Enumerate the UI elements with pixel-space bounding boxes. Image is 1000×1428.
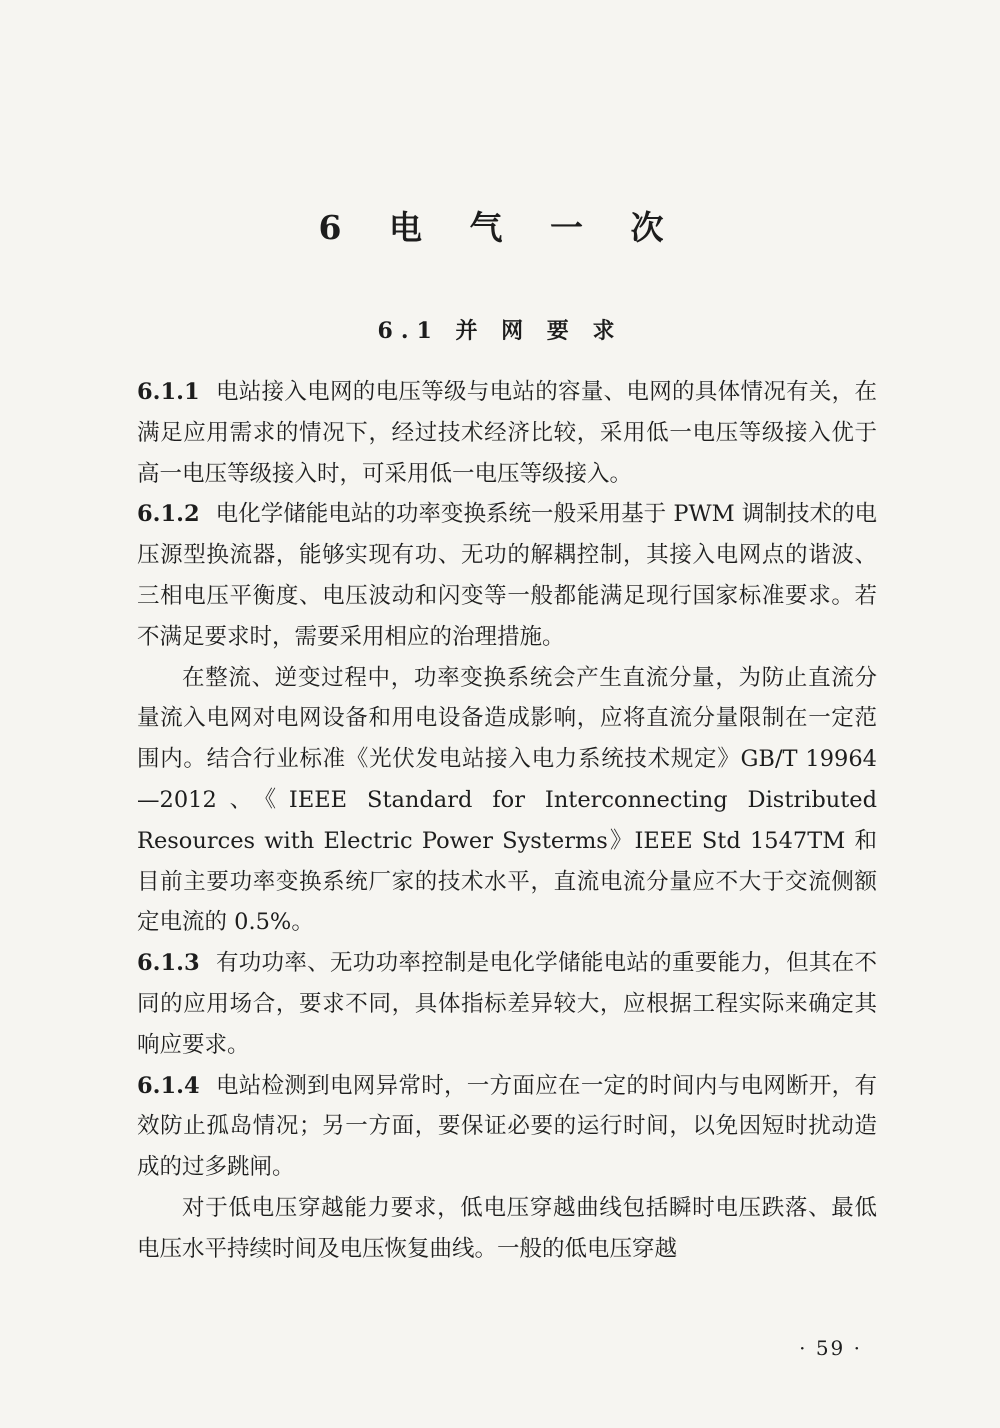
clause-6-1-4 <box>137 1066 877 1188</box>
paragraph-text: 对于低电压穿越能力要求，低电压穿越曲线包括瞬时电压跌落、最低电压水平持续时间及电压恢复曲线。一般的低电压穿越 <box>137 1194 877 1262</box>
clause-text: 电化学储能电站的功率变换系统一般采用基于 PWM 调制技术的电压源型换流器，能够实现有功、无功的解耦控制，其接入电网点的谐波、三相电压平衡度、电压波动和闪变等一般都能满足现行国家标准要求。若不满足要求时，需要采用相应的治理措施。 <box>137 501 877 650</box>
clause-number: 6.1.2 <box>137 501 200 528</box>
clause-6-1-3 <box>137 943 877 1065</box>
body-text <box>137 372 877 1270</box>
clause-text: 有功功率、无功功率控制是电化学储能电站的重要能力，但其在不同的应用场合，要求不同，具体指标差异较大，应根据工程实际来确定其响应要求。 <box>137 950 877 1058</box>
paragraph-low-voltage-ride-through <box>137 1188 877 1270</box>
chapter-title: 6 电 气 一 次 <box>318 208 682 247</box>
clause-6-1-1 <box>137 372 877 494</box>
clause-6-1-2 <box>137 494 877 657</box>
clause-number: 6.1.1 <box>137 379 200 405</box>
clause-text: 电站检测到电网异常时，一方面应在一定的时间内与电网断开，有效防止孤岛情况；另一方面，要保证必要的运行时间，以免因短时扰动造成的过多跳闸。 <box>137 1072 877 1181</box>
paragraph-dc-component <box>137 658 877 944</box>
page-number: · 59 · <box>799 1336 862 1360</box>
clause-number: 6.1.3 <box>137 950 200 977</box>
clause-number: 6.1.4 <box>137 1072 200 1099</box>
section-title: 6.1 并 网 要 求 <box>377 318 623 344</box>
clause-text: 电站接入电网的电压等级与电站的容量、电网的具体情况有关，在满足应用需求的情况下，经过技术经济比较，采用低一电压等级接入优于高一电压等级接入时，可采用低一电压等级接入。 <box>137 379 877 487</box>
paragraph-text: 在整流、逆变过程中，功率变换系统会产生直流分量，为防止直流分量流入电网对电网设备和用电设备造成影响，应将直流分量限制在一定范围内。结合行业标准《光伏发电站接入电力系统技术规定》GB/T 19964—2012、《IEEE Standard for Interconnecting Distributed Resources with Electric Power Systerms》IEEE Std 1547TM 和目前主要功率变换系统厂家的技术水平，直流电流分量应不大于交流侧额定电流的 0.5%。 <box>137 664 877 936</box>
